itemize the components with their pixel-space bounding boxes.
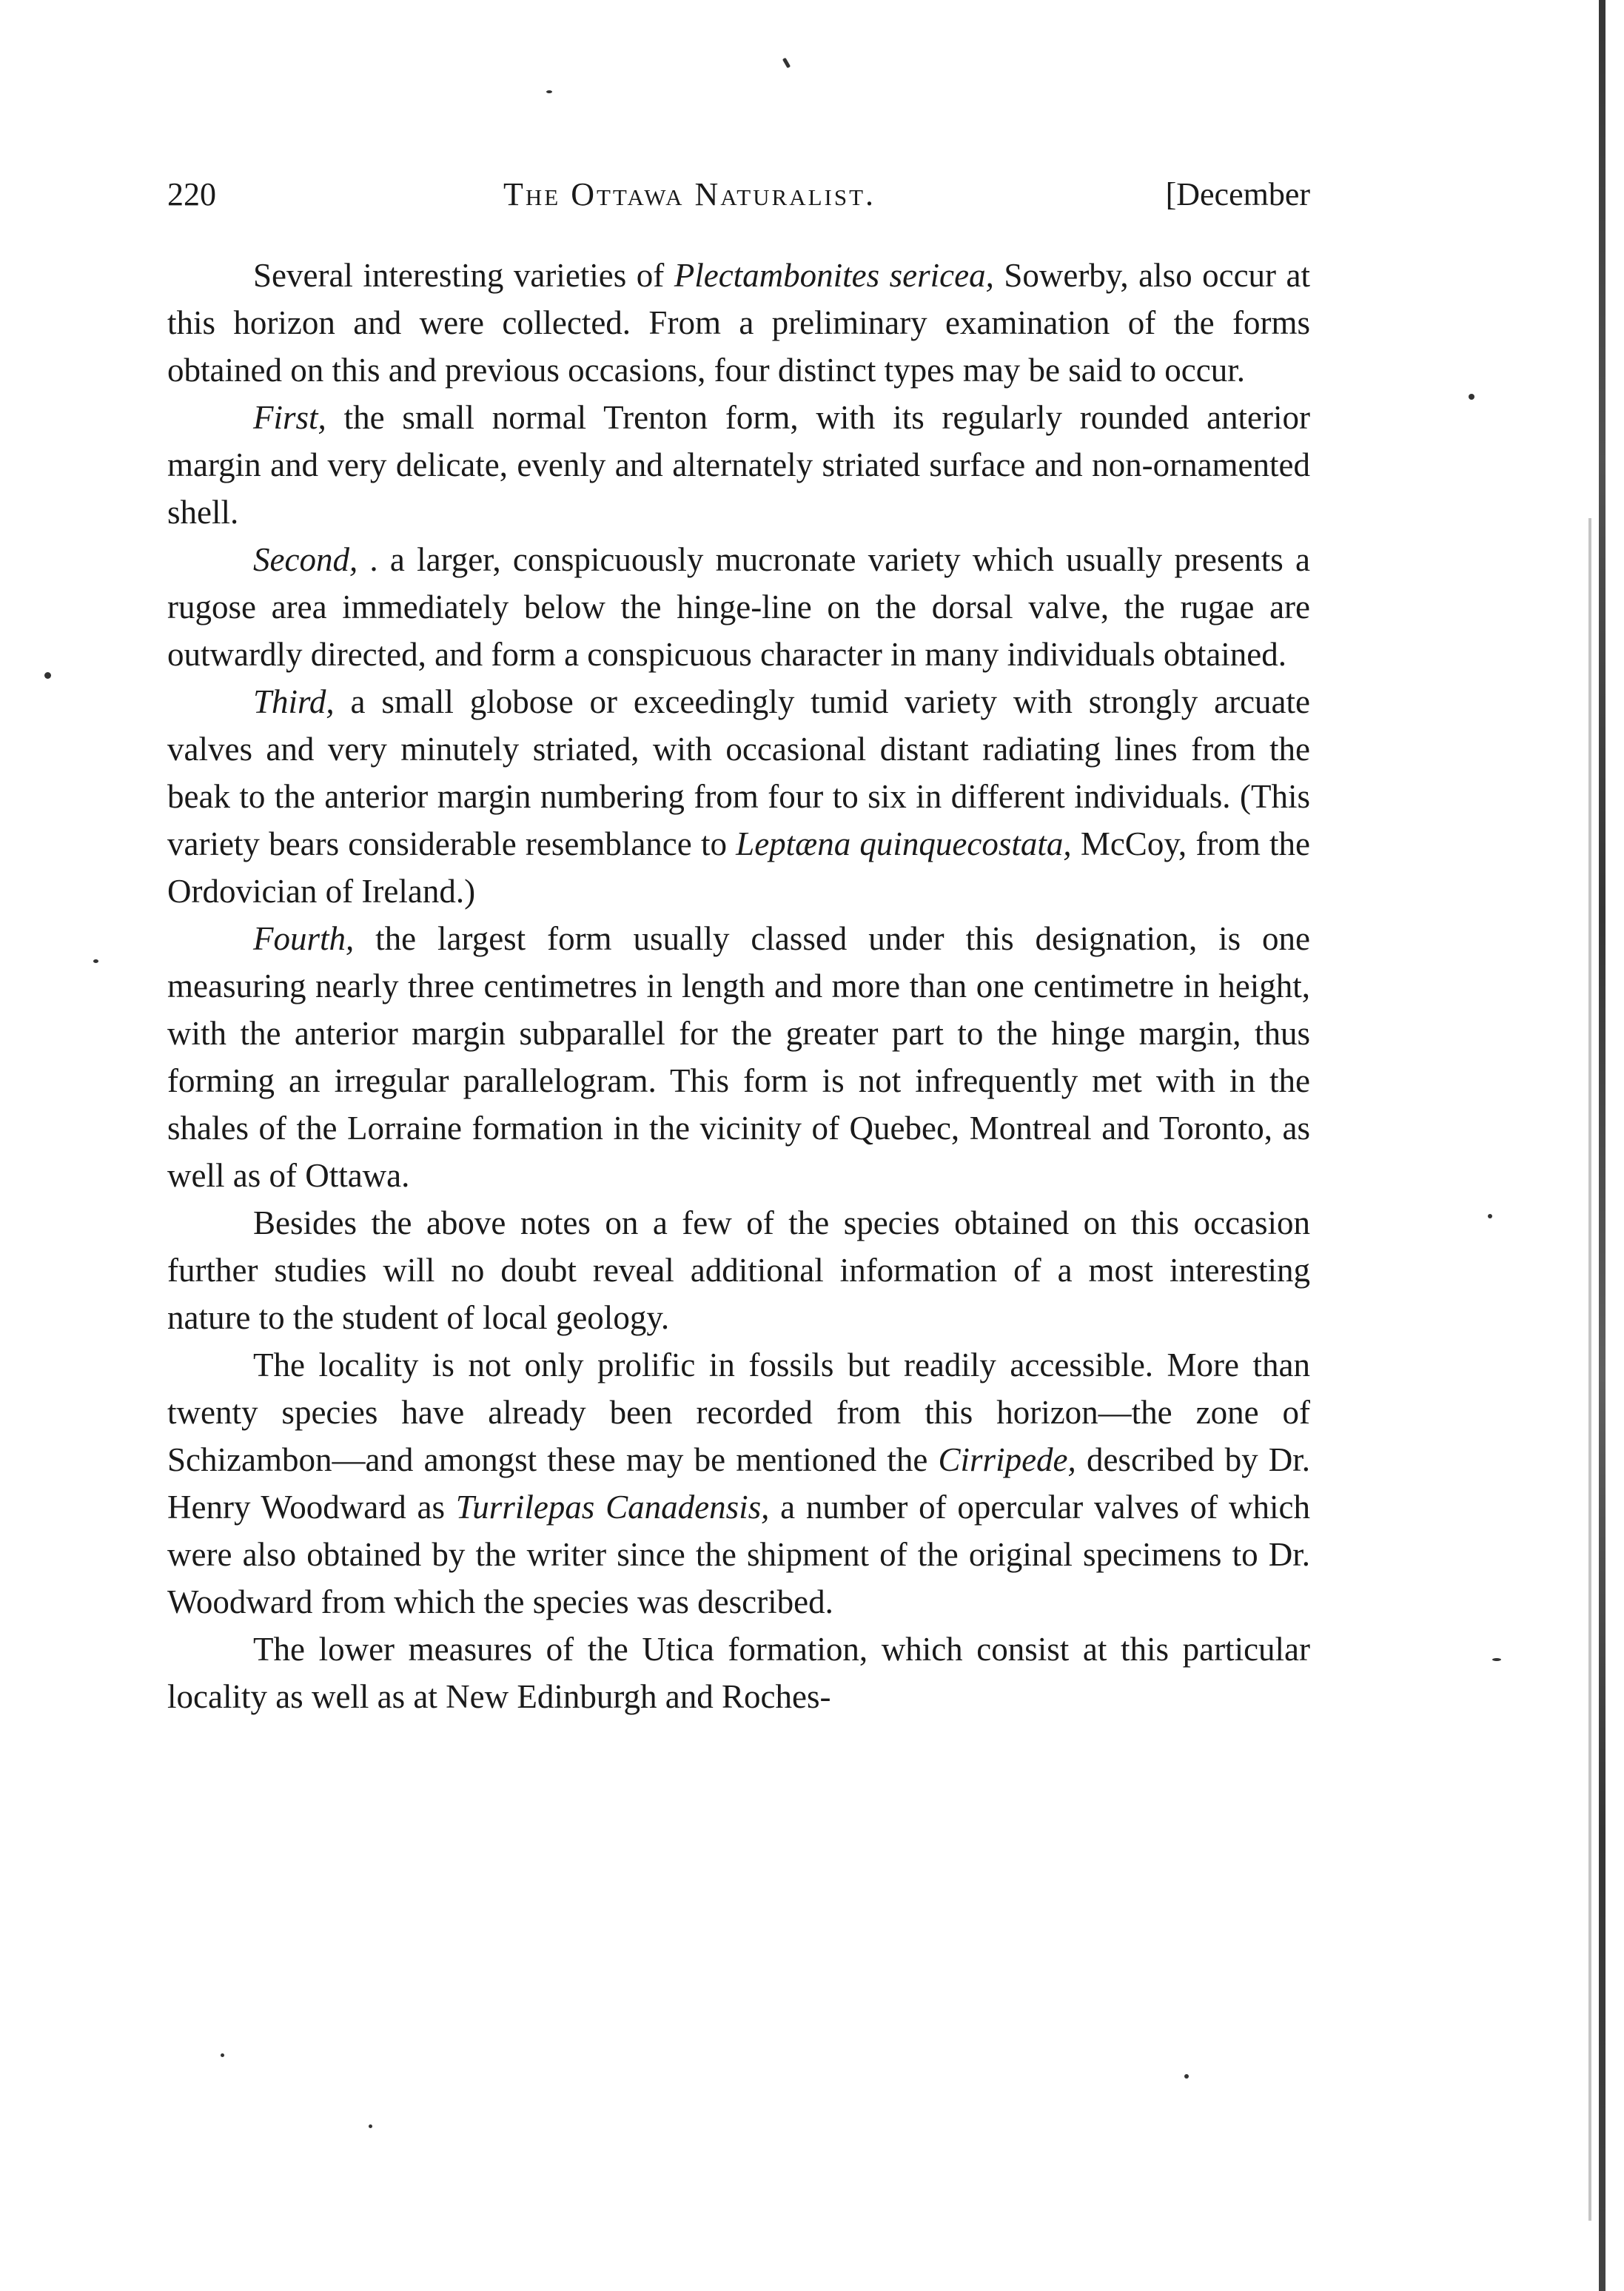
- text-segment: . a larger, conspicuously mucronate variety which usually presents a rugose area immediately below the hinge-line on the dorsal valve, the rugae are outwardly directed, and form a conspicuous character in many individuals obtained.: [167, 541, 1310, 673]
- italic-text: Cirripede,: [938, 1441, 1076, 1478]
- scan-speck: [782, 58, 791, 69]
- paragraph: [167, 1341, 1310, 1626]
- italic-text: Leptæna quinquecostata,: [736, 825, 1072, 862]
- text-segment: the largest form usually classed under this designation, is one measuring nearly three centimetres in length and more than one centimetre in height, with the anterior margin subparallel for the greater part to the hinge margin, thus forming an irregular parallelogram. This form is not infrequently met with in the shales of the Lorraine formation in the vicinity of Quebec, Montreal and Toronto, as well as of Ottawa.: [167, 920, 1310, 1194]
- journal-title: The Ottawa Naturalist.: [503, 176, 876, 212]
- scan-speck: [1184, 2074, 1189, 2079]
- header-month: [December: [1165, 176, 1310, 212]
- page-number: 220: [167, 176, 216, 212]
- paragraph: [167, 1199, 1310, 1341]
- text-segment: described by Dr. Henry Woodward as: [167, 1441, 1310, 1526]
- text-segment: a small globose or exceedingly tumid variety with strongly arcuate valves and very minutely striated, with occasional distant radiating lines from the beak to the anterior margin numbering from four to six in different individuals. (This variety bears considerable resemblance to: [167, 683, 1310, 862]
- text-segment: a number of opercular valves of which were also obtained by the writer since the shipment of the original specimens to Dr. Woodward from which the species was described.: [167, 1489, 1310, 1620]
- italic-text: Third,: [253, 683, 335, 720]
- paragraph: [167, 394, 1310, 536]
- scan-speck: [1469, 394, 1474, 400]
- text-segment: the small normal Trenton form, with its regularly rounded anterior margin and very delicate, evenly and alternately striated surface and non-ornamented shell.: [167, 399, 1310, 531]
- scan-speck: [1488, 1214, 1492, 1218]
- italic-text: Fourth,: [253, 920, 355, 957]
- scan-speck: [546, 90, 552, 93]
- scan-speck: [369, 2124, 372, 2128]
- scan-edge-shadow: [1599, 0, 1605, 2291]
- text-segment: Several interesting varieties of: [253, 257, 674, 294]
- running-header: [167, 169, 1310, 221]
- italic-text: Second,: [253, 541, 358, 578]
- paragraph: [167, 915, 1310, 1199]
- scan-edge-shadow-inner: [1588, 518, 1591, 2221]
- text-segment: Sowerby, also occur at this horizon and were collected. From a preliminary examination of the forms obtained on this and previous occasions, four distinct types may be said to occur.: [167, 257, 1310, 389]
- scan-speck: [221, 2053, 224, 2057]
- text-segment: The lower measures of the Utica formation, which consist at this particular locality as well as at New Edinburgh and Roches-: [167, 1631, 1310, 1715]
- scan-speck: [93, 959, 98, 963]
- text-segment: McCoy, from the Ordovician of Ireland.): [167, 825, 1310, 910]
- paragraph: [167, 536, 1310, 678]
- text-segment: Besides the above notes on a few of the species obtained on this occasion further studies will no doubt reveal additional information of a most interesting nature to the student of local geology.: [167, 1204, 1310, 1336]
- italic-text: Turrilepas Canadensis,: [455, 1489, 770, 1526]
- italic-text: First,: [253, 399, 326, 436]
- scan-speck: [44, 672, 51, 679]
- italic-text: Plectambonites sericea,: [674, 257, 994, 294]
- paragraph: [167, 252, 1310, 394]
- article-body: [167, 252, 1310, 1720]
- paragraph: [167, 1626, 1310, 1720]
- scan-speck: [1492, 1658, 1501, 1661]
- text-segment: The locality is not only prolific in fossils but readily accessible. More than twenty species have already been recorded from this horizon—the zone of Schizambon—and amongst these may be mentioned the: [167, 1346, 1310, 1478]
- paragraph: [167, 678, 1310, 915]
